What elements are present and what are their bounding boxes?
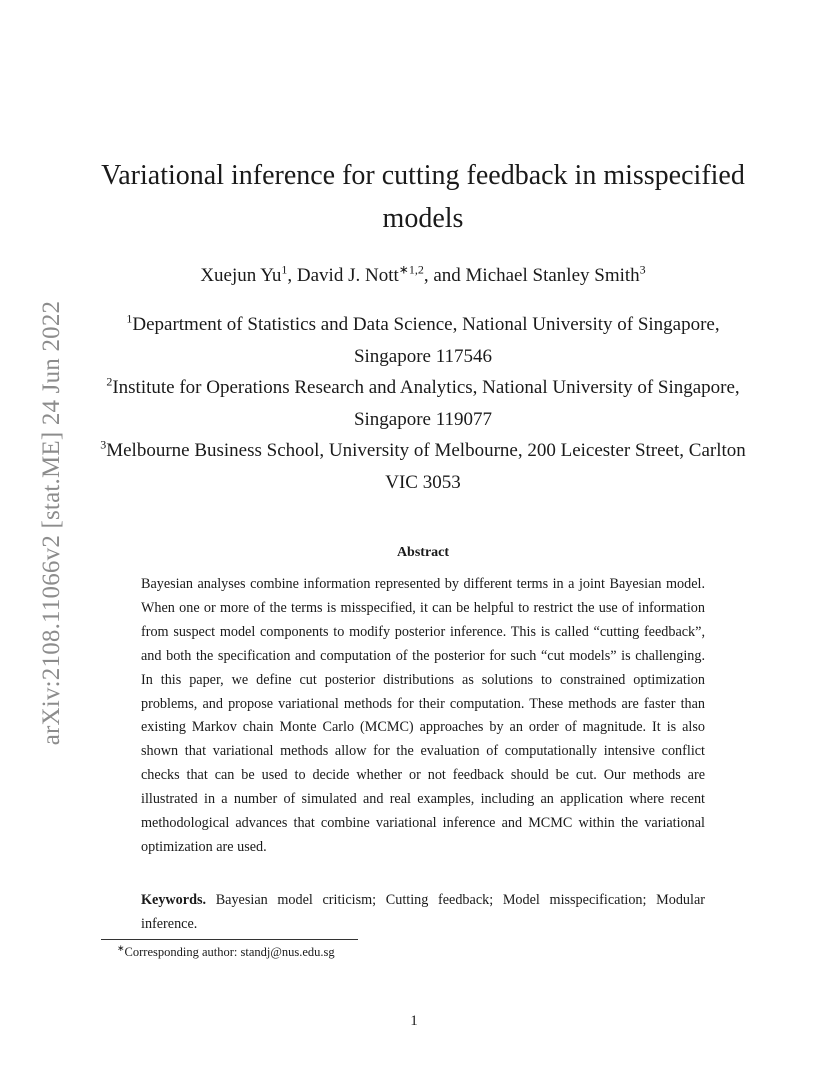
page-number: 1 (410, 1013, 418, 1029)
affiliation (90, 309, 756, 372)
affiliation-mark: 1 (126, 311, 133, 326)
affiliation-list (90, 309, 756, 498)
arxiv-identifier[interactable]: arXiv:2108.11066v2 [stat.ME] 24 Jun 2022 (38, 300, 65, 746)
footnote-divider (101, 939, 358, 940)
keywords (141, 889, 705, 936)
footnote (117, 944, 335, 960)
author-name: David J. Nott (296, 265, 399, 286)
author-separator: , (287, 265, 297, 286)
keywords-label: Keywords. (141, 892, 207, 908)
author-affiliation-mark: 1 (281, 262, 288, 277)
abstract-heading: Abstract (396, 545, 450, 560)
paper-title: Variational inference for cutting feedback in misspecified models (101, 160, 745, 234)
affiliation (90, 372, 756, 435)
footnote-mark: ∗ (117, 942, 125, 953)
keywords-text: Bayesian model criticism; Cutting feedback; Model misspecification; Modular inference. (141, 892, 705, 932)
affiliation-mark: 3 (100, 437, 107, 452)
affiliation-text: Institute for Operations Research and Analytics, National University of Singapore, Singapore 119077 (112, 377, 740, 430)
author-name: Xuejun Yu (200, 265, 282, 286)
author-affiliation-mark: ∗1,2 (398, 262, 424, 277)
author-separator: , and (423, 265, 466, 286)
affiliation-mark: 2 (106, 374, 113, 389)
abstract-text: Bayesian analyses combine information represented by different terms in a joint Bayesian model. When one or more of the terms is misspecified, it can be helpful to restrict the use of information from suspect model components to modify posterior inference. This is called “cutting feedback”, and both the specification and computation of the posterior for such “cut models” is challenging. In this paper, we define cut posterior distributions as solutions to constrained optimization problems, and propose variational methods for their computation. These methods are faster than existing Markov chain Monte Carlo (MCMC) approaches by an order of magnitude. It is also shown that variational methods allow for the evaluation of computationally intensive conflict checks that can be used to decide whether or not feedback should be cut. Our methods are illustrated in a number of simulated and real examples, including an application where recent methodological advances that combine variational inference and MCMC within the variational optimization are used. (141, 576, 705, 855)
footnote-text: Corresponding author: standj@nus.edu.sg (124, 945, 335, 959)
author-name: Michael Stanley Smith (465, 265, 640, 286)
affiliation (90, 435, 756, 498)
author-affiliation-mark: 3 (639, 262, 646, 277)
author-list (90, 263, 756, 289)
affiliation-text: Melbourne Business School, University of Melbourne, 200 Leicester Street, Carlton VIC 3053 (106, 440, 746, 493)
affiliation-text: Department of Statistics and Data Science, National University of Singapore, Singapore 117546 (132, 314, 720, 367)
